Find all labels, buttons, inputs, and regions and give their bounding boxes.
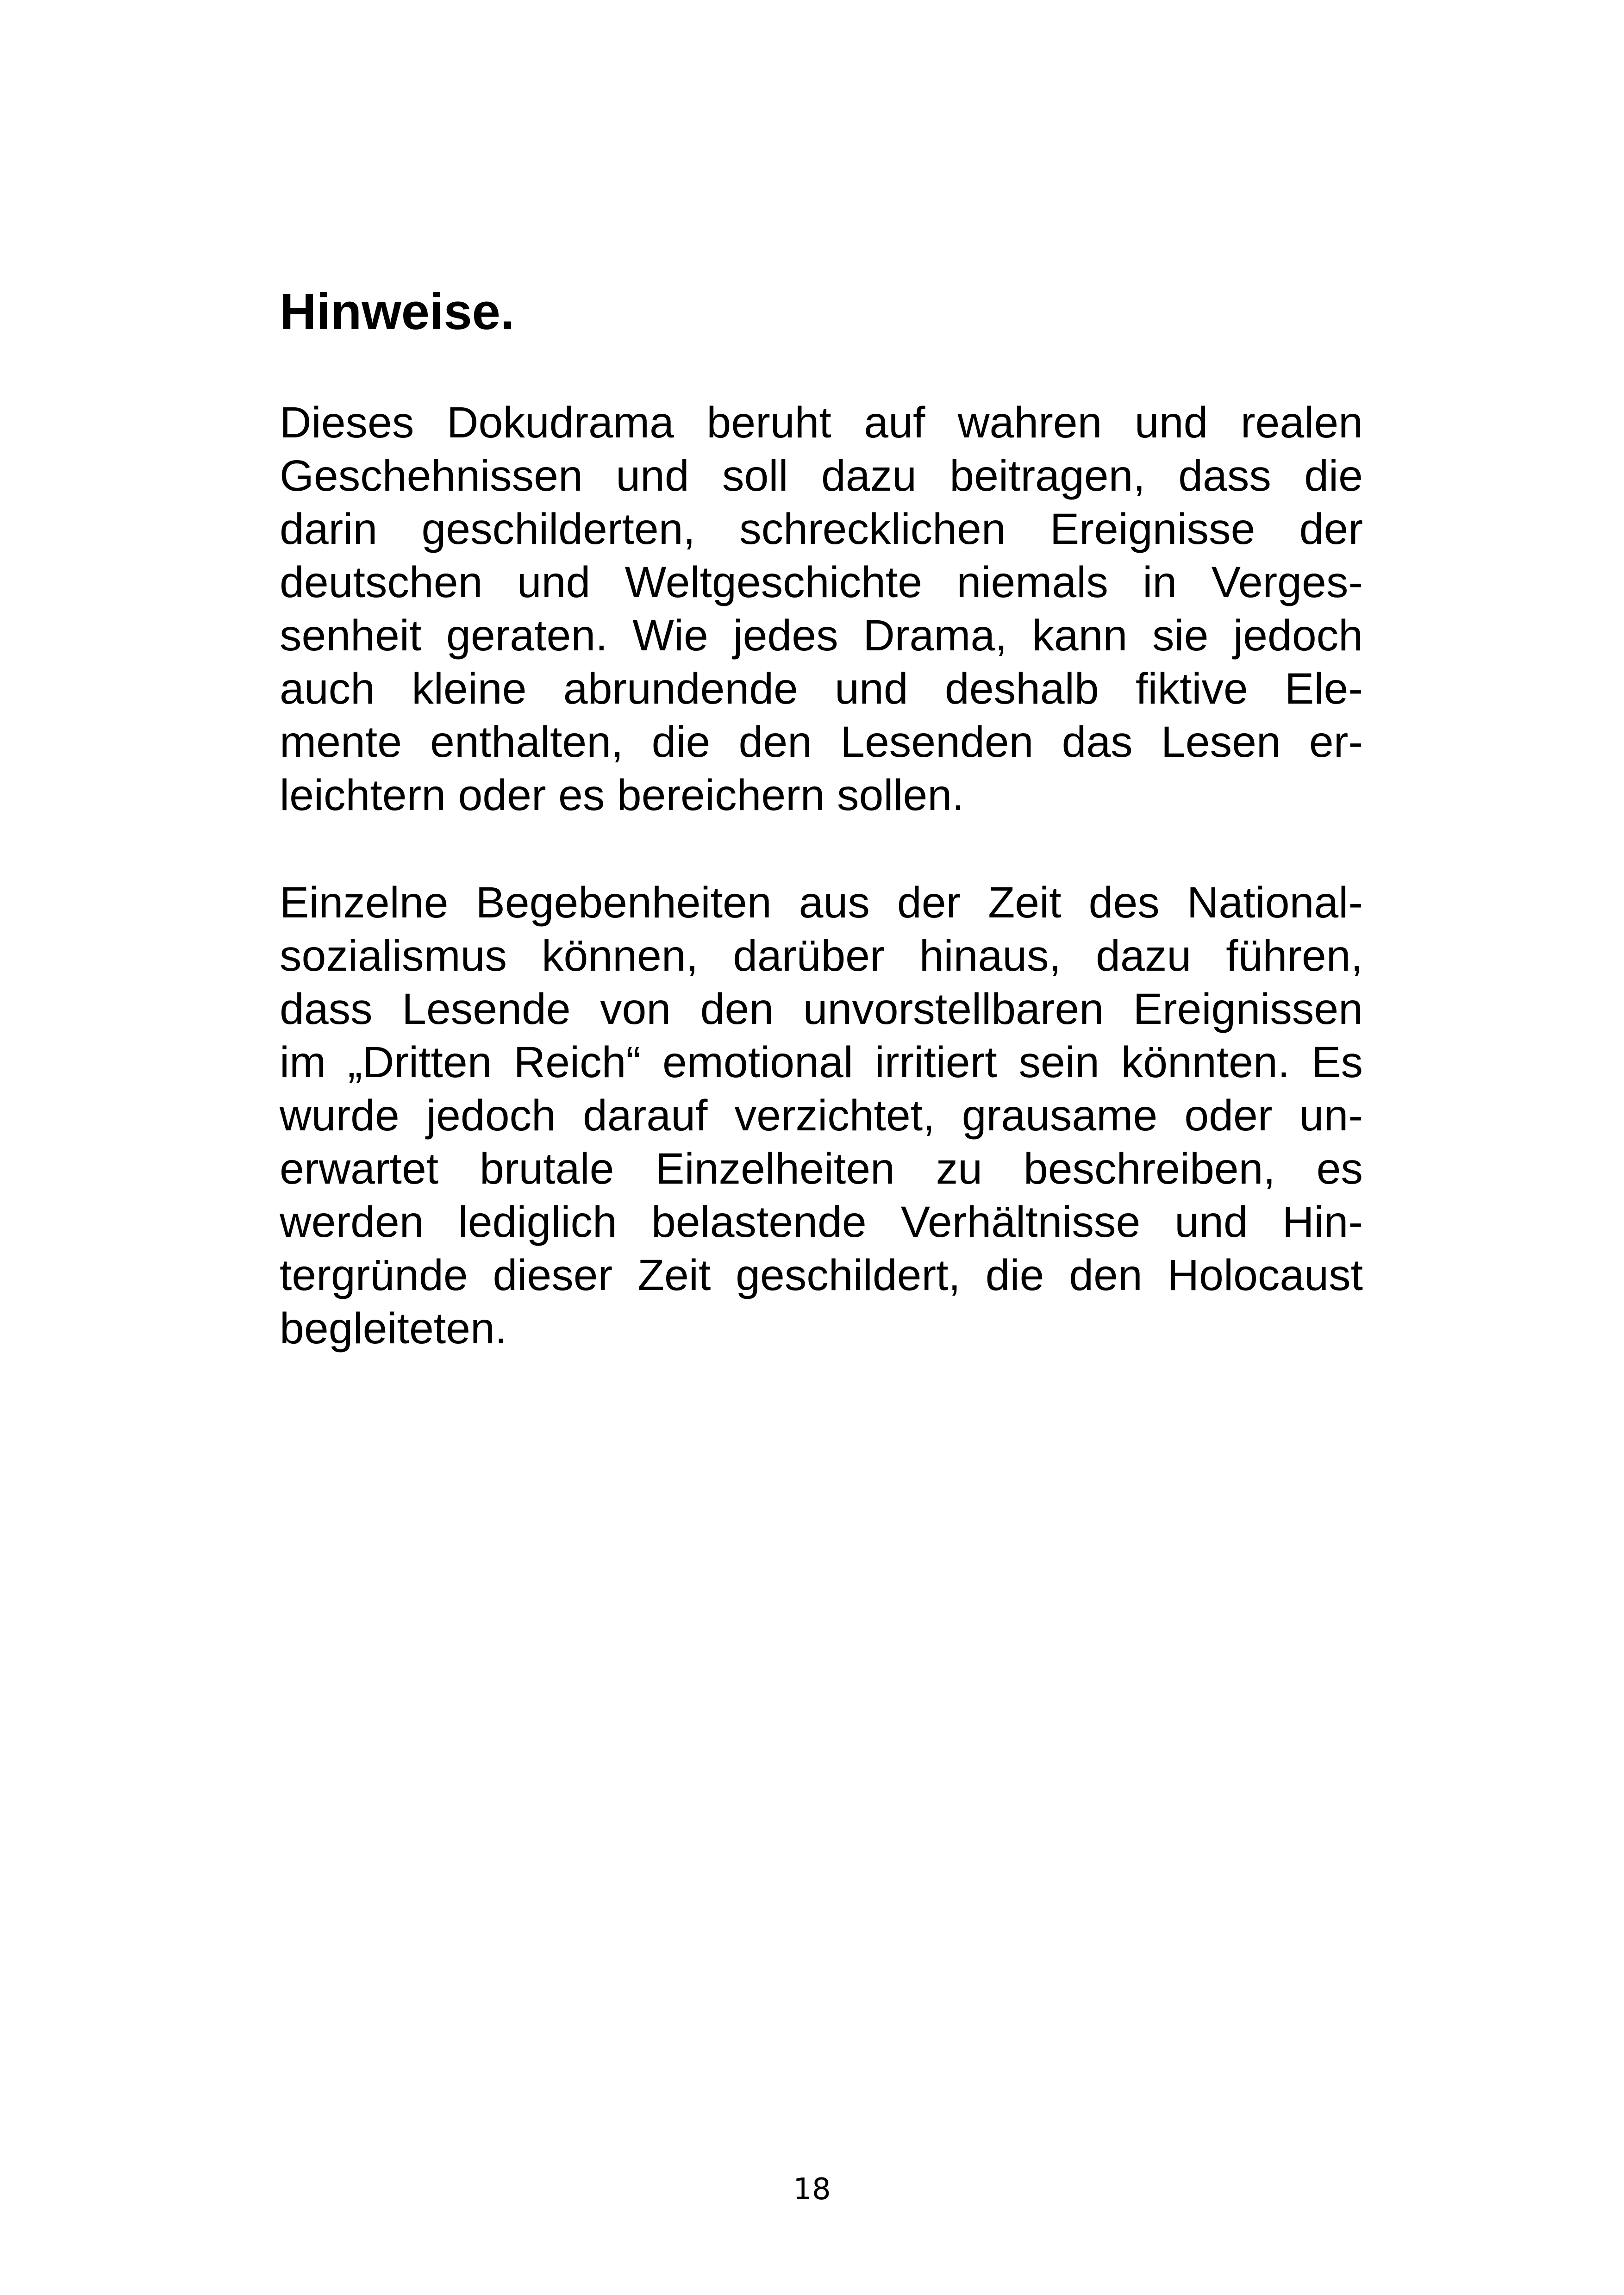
paragraph-line: sozialismus können, darüber hinaus, dazu führen, xyxy=(280,931,1363,980)
paragraph-line: erwartet brutale Einzelheiten zu beschreiben, es xyxy=(280,1144,1363,1193)
paragraph-line: Geschehnissen und soll dazu beitragen, dass die xyxy=(280,451,1363,500)
paragraph-line: im „Dritten Reich“ emotional irritiert sein könnten. Es xyxy=(280,1038,1363,1087)
page-title: Hinweise. xyxy=(280,283,515,340)
paragraph-line: wurde jedoch darauf verzichtet, grausame oder un- xyxy=(280,1091,1363,1140)
paragraph-line: Dieses Dokudrama beruht auf wahren und realen xyxy=(280,398,1363,447)
paragraph-line: deutschen und Weltgeschichte niemals in Verges- xyxy=(280,558,1363,607)
paragraph-line: dass Lesende von den unvorstellbaren Ereignissen xyxy=(280,985,1363,1034)
paragraph-line: leichtern oder es bereichern sollen. xyxy=(280,771,964,820)
paragraph-content-warning xyxy=(280,876,1363,1355)
paragraph-line: senheit geraten. Wie jedes Drama, kann sie jedoch xyxy=(280,611,1363,660)
paragraph-line: darin geschilderten, schrecklichen Ereignisse der xyxy=(280,505,1363,554)
paragraph-line: werden lediglich belastende Verhältnisse und Hin- xyxy=(280,1197,1363,1247)
paragraph-line: Einzelne Begebenheiten aus der Zeit des National- xyxy=(280,878,1363,927)
paragraph-content-notice xyxy=(280,396,1363,822)
paragraph-line: auch kleine abrundende und deshalb fiktive Ele- xyxy=(280,664,1363,713)
page-number: 18 xyxy=(793,2172,831,2207)
paragraph-line: tergründe dieser Zeit geschildert, die den Holocaust xyxy=(280,1251,1363,1300)
paragraph-line: begleiteten. xyxy=(280,1304,507,1353)
paragraph-line: mente enthalten, die den Lesenden das Lesen er- xyxy=(280,717,1363,767)
